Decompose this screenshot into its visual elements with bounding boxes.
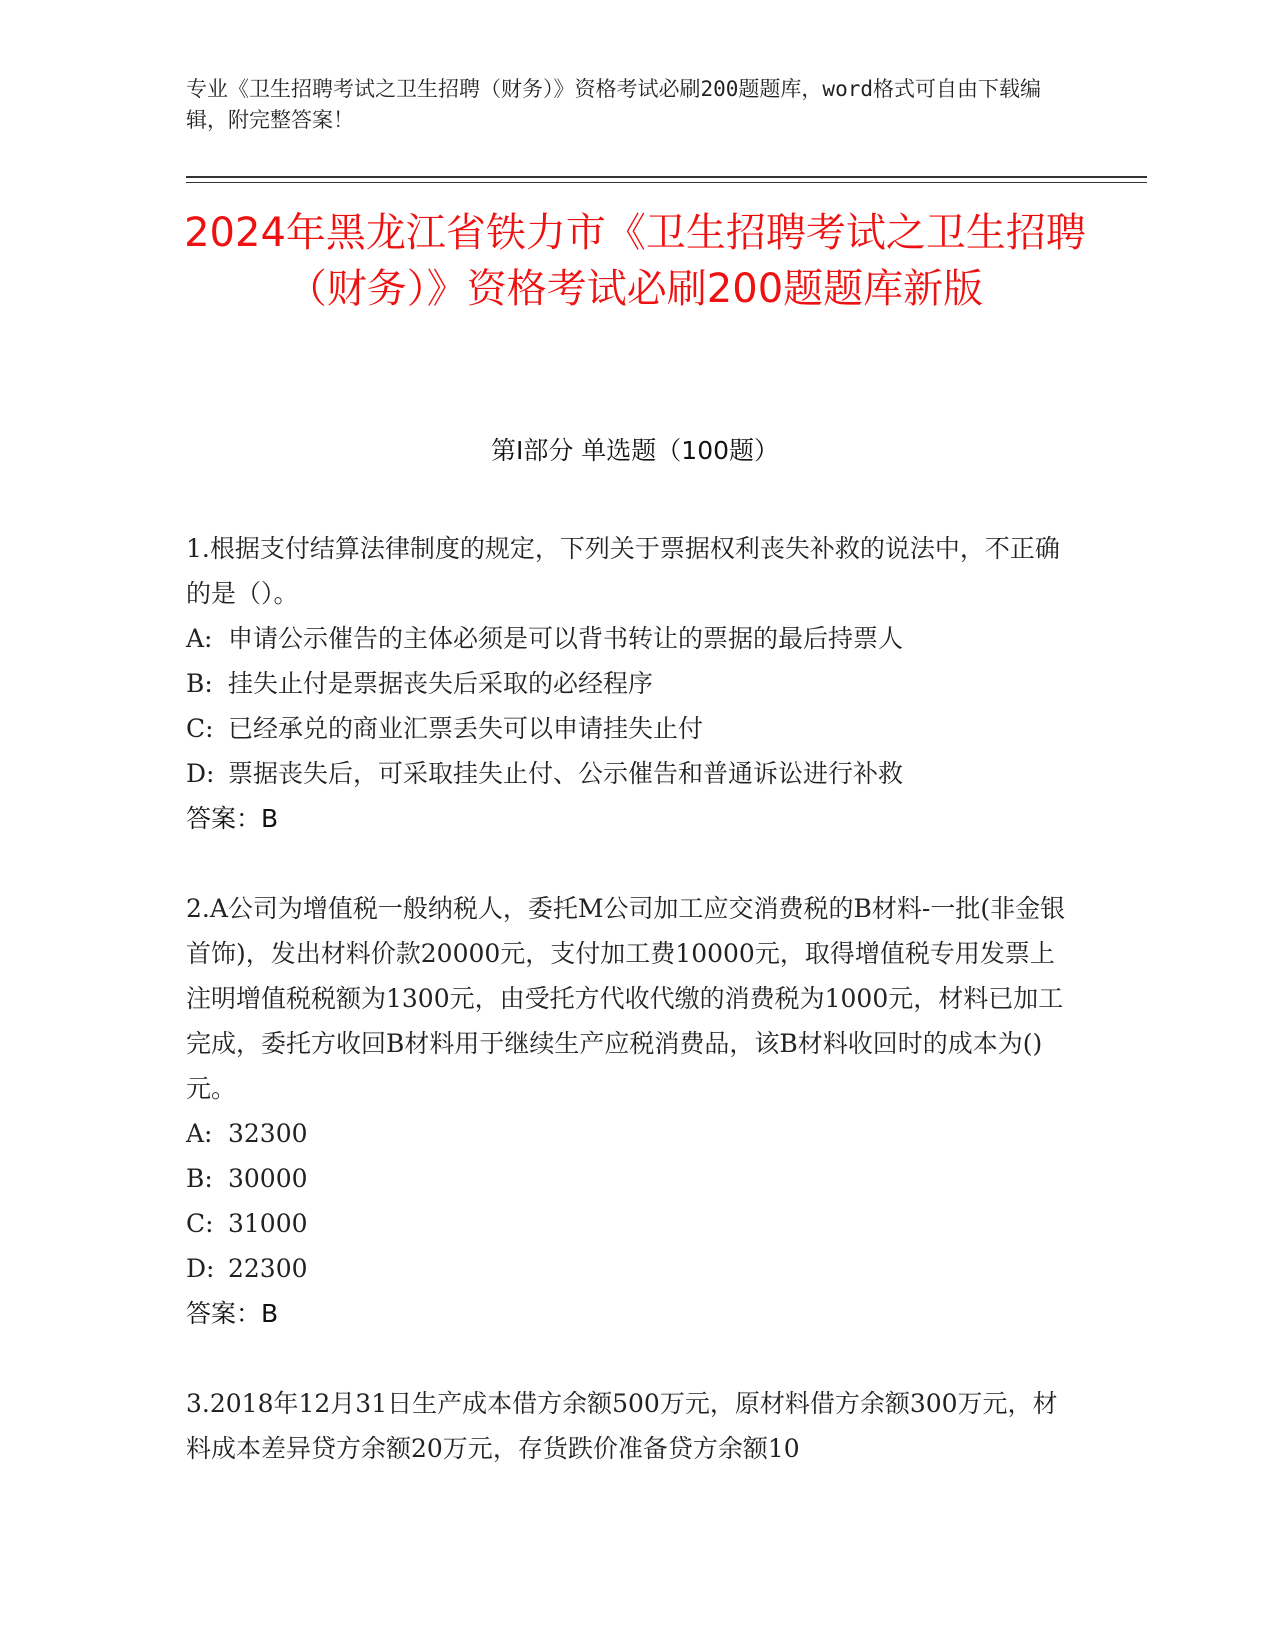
section-title: 第Ⅰ部分 单选题（100题） xyxy=(490,436,780,465)
option-a xyxy=(186,1111,1066,1156)
header-divider-thin xyxy=(186,182,1147,183)
header-divider-thick xyxy=(186,176,1147,178)
answer: 答案：B xyxy=(186,1299,279,1328)
option-text: 22300 xyxy=(228,1254,308,1283)
option-a xyxy=(186,616,1066,661)
question-stem: 1.根据支付结算法律制度的规定，下列关于票据权利丧失补救的说法中，不正确的是（）。 xyxy=(186,534,1060,608)
option-key: A: xyxy=(186,624,213,653)
option-b xyxy=(186,661,1066,706)
option-d xyxy=(186,1246,1066,1291)
option-key: A: xyxy=(186,1119,213,1148)
option-key: D: xyxy=(186,1254,215,1283)
option-d xyxy=(186,751,1066,796)
option-text: 申请公示催告的主体必须是可以背书转让的票据的最后持票人 xyxy=(228,624,904,653)
option-key: B: xyxy=(186,1164,213,1193)
document-title: 2024年黑龙江省铁力市《卫生招聘考试之卫生招聘（财务）》资格考试必刷200题题库新版 xyxy=(184,210,1086,312)
option-key: C: xyxy=(186,1209,214,1238)
option-c xyxy=(186,1201,1066,1246)
option-c xyxy=(186,706,1066,751)
option-text: 已经承兑的商业汇票丢失可以申请挂失止付 xyxy=(228,714,704,743)
question-list xyxy=(186,526,1066,1471)
option-b xyxy=(186,1156,1066,1201)
question-stem: 3.2018年12月31日生产成本借方余额500万元，原材料借方余额300万元，材料成本差异贷方余额20万元，存货跌价准备贷方余额10 xyxy=(186,1389,1058,1463)
question-2 xyxy=(186,886,1066,1336)
option-key: D: xyxy=(186,759,215,788)
option-text: 32300 xyxy=(228,1119,308,1148)
option-text: 30000 xyxy=(228,1164,308,1193)
question-3 xyxy=(186,1381,1066,1471)
option-text: 票据丧失后，可采取挂失止付、公示催告和普通诉讼进行补救 xyxy=(228,759,904,788)
option-text: 挂失止付是票据丧失后采取的必经程序 xyxy=(228,669,654,698)
option-key: C: xyxy=(186,714,214,743)
option-key: B: xyxy=(186,669,213,698)
option-text: 31000 xyxy=(228,1209,308,1238)
question-1 xyxy=(186,526,1066,841)
answer: 答案：B xyxy=(186,804,279,833)
question-stem: 2.A公司为增值税一般纳税人，委托M公司加工应交消费税的B材料-一批(非金银首饰)，发出材料价款20000元，支付加工费10000元，取得增值税专用发票上注明增值税税额为1300元，由受托方代收代缴的消费税为1000元，材料已加工完成，委托方收回B材料用于继续生产应税消费品，该B材料收回时的成本为()元。 xyxy=(186,894,1066,1103)
header-note: 专业《卫生招聘考试之卫生招聘（财务）》资格考试必刷200题题库，word格式可自由下载编辑，附完整答案！ xyxy=(186,77,1041,132)
